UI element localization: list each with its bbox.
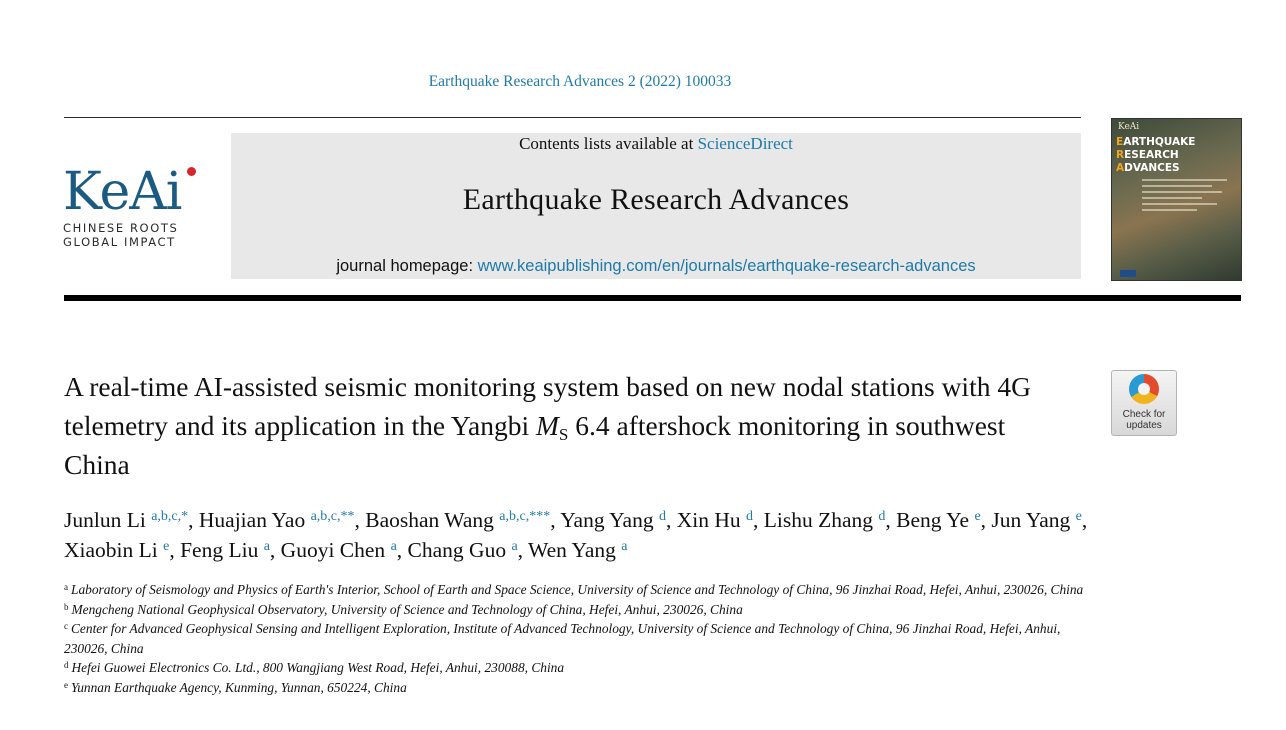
keai-logo[interactable] [63,162,203,250]
author-separator: , [1081,508,1088,532]
affiliation-key: a [64,582,68,592]
homepage-link[interactable]: www.keaipublishing.com/en/journals/earthquake-research-advances [477,257,976,275]
author-name[interactable]: Guoyi Chen [280,538,391,562]
check-for-updates-button[interactable] [1111,370,1177,436]
magnitude-subscript: S [558,425,569,444]
affiliation-text: Mengcheng National Geophysical Observatory, University of Science and Technology of China, Hefei, Anhui, 230026, China [71,601,743,617]
author-affiliation-link[interactable]: a,b,c,* [151,509,189,524]
author-name[interactable]: Beng Ye [896,508,975,532]
header-thick-rule [64,295,1241,301]
affiliation-item [64,678,1084,698]
affiliation-item [64,658,1084,678]
author-separator: , [980,508,992,532]
author-name[interactable]: Baoshan Wang [365,508,500,532]
author-separator: , [169,538,181,562]
logo-tagline-2: GLOBAL IMPACT [63,235,176,249]
magnitude-symbol: M [536,410,559,441]
affiliation-text: Laboratory of Seismology and Physics of Earth's Interior, School of Earth and Space Science, University of Science and Technology of China, 96 Jinzhai Road, Hefei, Anhui, 230026, China [71,582,1084,597]
author-name[interactable]: Feng Liu [180,538,264,562]
header-divider [64,117,1081,118]
author-separator: , [517,538,529,562]
check-updates-label: Check for updates [1122,409,1166,431]
author-name[interactable]: Xin Hu [676,508,747,532]
author-name[interactable]: Yang Yang [560,508,659,532]
affiliation-item [64,580,1084,600]
affiliation-key: e [64,679,68,690]
author-separator: , [188,508,199,532]
author-affiliation-link[interactable]: e [163,539,170,554]
logo-tagline-1: CHINESE ROOTS [63,221,179,235]
author-affiliation-link[interactable]: d [658,509,666,524]
author-name[interactable]: Wen Yang [528,538,622,562]
affiliation-key: d [64,660,69,670]
affiliation-key: c [64,621,68,631]
cover-text-lines [1142,179,1232,215]
journal-cover-image[interactable] [1111,118,1242,281]
author-separator: , [354,508,366,532]
affiliation-item [64,619,1084,658]
author-affiliation-link[interactable]: a,b,c,*** [499,509,551,524]
author-separator: , [885,508,897,532]
author-name[interactable]: Chang Guo [407,538,512,562]
affiliation-text: Hefei Guowei Electronics Co. Ltd., 800 Wangjiang West Road, Hefei, Anhui, 230088, China [71,660,565,675]
cover-title: EARTHQUAKE RESEARCH ADVANCES [1116,136,1196,174]
author-affiliation-link[interactable]: a [263,539,270,554]
author-separator: , [550,508,561,532]
author-separator: , [396,538,408,562]
author-name[interactable]: Huajian Yao [198,508,311,532]
author-name[interactable]: Xiaobin Li [64,538,164,562]
contents-text: Contents lists available at [519,134,698,153]
author-affiliation-link[interactable]: a [390,539,397,554]
author-affiliation-link[interactable]: a [621,539,628,554]
author-separator: , [753,508,764,532]
journal-banner [231,133,1081,279]
homepage-line [231,257,1081,276]
logo-wordmark: KeAi [63,162,182,222]
affiliation-list [64,580,1084,697]
logo-red-dot [187,167,196,176]
article-title: A real-time AI-assisted seismic monitoring system based on new nodal stations with 4G telemetry and its application in the Yangbi $M_S$ 6.4 aftershock monitoring in southwest China [64,371,1031,480]
author-affiliation-link[interactable]: a [511,539,518,554]
journal-citation-link[interactable]: Earthquake Research Advances 2 (2022) 100033 [428,73,732,90]
homepage-label: journal homepage: [336,257,478,275]
author-separator: , [665,508,677,532]
contents-line [231,134,1081,154]
author-name[interactable]: Lishu Zhang [763,508,879,532]
author-affiliation-link[interactable]: a,b,c,** [310,509,355,524]
cover-publisher: KeAi [1118,122,1140,132]
author-separator: , [269,538,281,562]
author-name[interactable]: Jun Yang [991,508,1076,532]
author-list [64,505,1094,565]
author-affiliation-link[interactable]: d [878,509,886,524]
author-affiliation-link[interactable]: e [1075,509,1082,524]
affiliation-item [64,600,1084,620]
author-affiliation-link[interactable]: e [974,509,981,524]
sciencedirect-link[interactable]: ScienceDirect [697,134,793,153]
author-name[interactable]: Junlun Li [64,508,152,532]
cover-publisher-mark [1120,270,1136,277]
journal-name: Earthquake Research Advances [462,183,850,216]
author-affiliation-link[interactable]: d [746,509,754,524]
affiliation-key: b [64,601,69,612]
affiliation-text: Center for Advanced Geophysical Sensing and Intelligent Exploration, Institute of Advanced Technology, University of Science and Technology of China, 96 Jinzhai Road, Hefei, Anhui, 230026, China [64,621,1061,656]
affiliation-text: Yunnan Earthquake Agency, Kunming, Yunnan, 650224, China [71,679,407,695]
crossmark-icon [1129,374,1159,404]
